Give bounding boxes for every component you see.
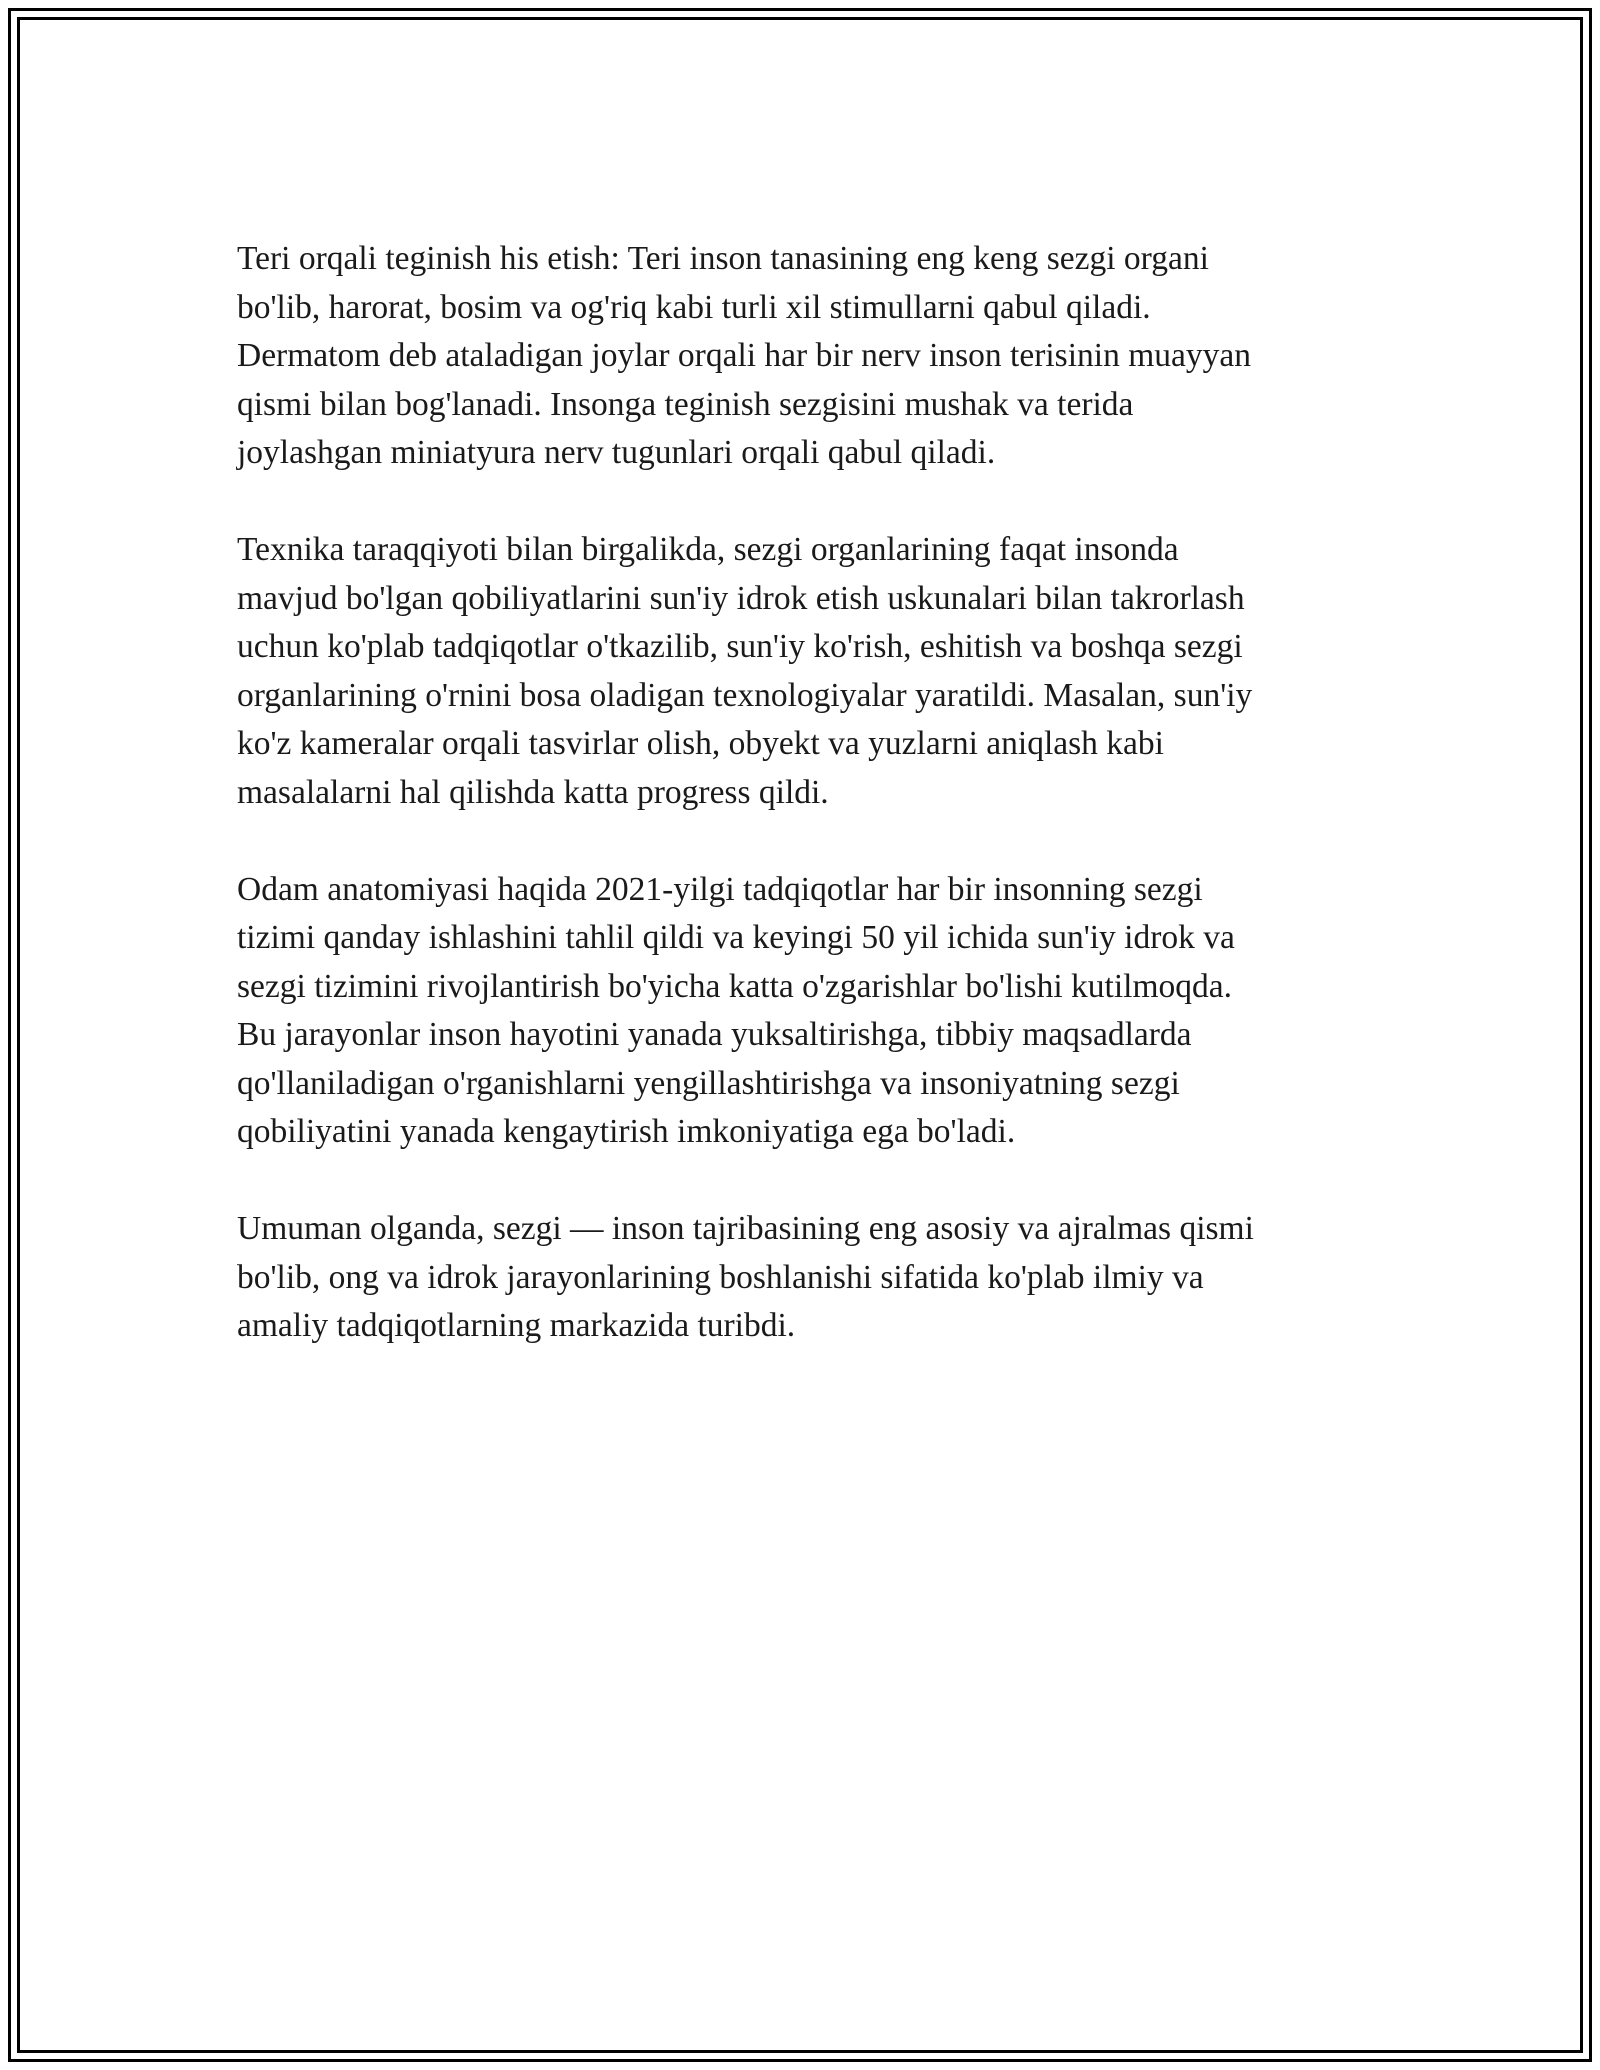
document-page xyxy=(8,8,1592,2062)
paragraph-technology-progress: Texnika taraqqiyoti bilan birgalikda, sezgi organlarining faqat insonda mavjud bo'lgan qobiliyatlarini sun'iy idrok etish uskunalari bilan takrorlash uchun ko'plab tadqiqotlar o'tkazilib, sun'iy ko'rish, eshitish va boshqa sezgi organlarining o'rnini bosa oladigan texnologiyalar yaratildi. Masalan, sun'iy ko'z kameralar orqali tasvirlar olish, obyekt va yuzlarni aniqlash kabi masalalarni hal qilishda katta progress qildi. xyxy=(237,531,1253,811)
document-body xyxy=(237,235,1397,1399)
paragraph-touch-sense: Teri orqali teginish his etish: Teri inson tanasining eng keng sezgi organi bo'lib, harorat, bosim va og'riq kabi turli xil stimullarni qabul qiladi. Dermatom deb ataladigan joylar orqali har bir nerv inson terisinin muayyan qismi bilan bog'lanadi. Insonga teginish sezgisini mushak va terida joylashgan miniatyura nerv tugunlari orqali qabul qiladi. xyxy=(237,240,1251,471)
paragraph-conclusion: Umuman olganda, sezgi — inson tajribasining eng asosiy va ajralmas qismi bo'lib, ong va idrok jarayonlarining boshlanishi sifatida ko'plab ilmiy va amaliy tadqiqotlarning markazida turibdi. xyxy=(237,1210,1254,1344)
paragraph-anatomy-research: Odam anatomiyasi haqida 2021-yilgi tadqiqotlar har bir insonning sezgi tizimi qanday ishlashini tahlil qildi va keyingi 50 yil ichida sun'iy idrok va sezgi tizimini rivojlantirish bo'yicha katta o'zgarishlar bo'lishi kutilmoqda. Bu jarayonlar inson hayotini yanada yuksaltirishga, tibbiy maqsadlarda qo'llaniladigan o'rganishlarni yengillashtirishga va insoniyatning sezgi qobiliyatini yanada kengaytirish imkoniyatiga ega bo'ladi. xyxy=(237,870,1235,1150)
